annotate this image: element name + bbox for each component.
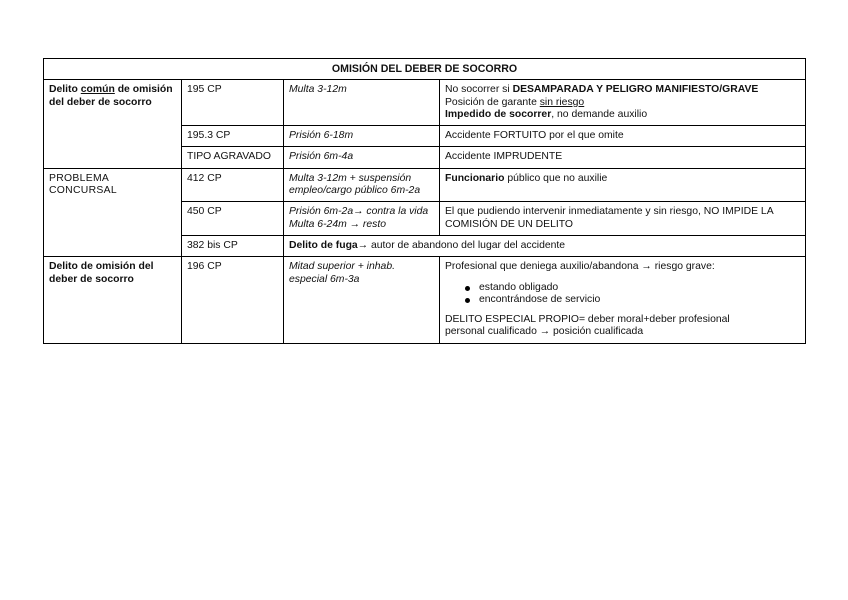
table-title: OMISIÓN DEL DEBER DE SOCORRO <box>44 59 806 80</box>
penalty-cell: Prisión 6-18m <box>284 126 440 147</box>
offense-text-rest: de omisión del deber de socorro <box>49 84 173 108</box>
article-cell: 450 CP <box>182 202 284 236</box>
description-line: No socorrer si DESAMPARADA Y PELIGRO MANIFIESTO/GRAVE <box>445 84 759 96</box>
penalty-cell: Prisión 6m-4a <box>284 147 440 168</box>
bullet-list <box>445 282 800 307</box>
summary-table <box>43 58 806 344</box>
emphasis-text: Delito de fuga <box>289 239 358 251</box>
table-row <box>44 168 806 202</box>
description-cell: Delito de fuga→ autor de abandono del lugar del accidente <box>284 235 806 256</box>
penalty-line: Prisión 6m-2a→ contra la vida <box>289 206 429 218</box>
description-line: Posición de garante sin riesgo <box>445 96 585 108</box>
emphasis-text: Impedido de socorrer <box>445 108 552 120</box>
description-line: Profesional que deniega auxilio/abandona → riesgo grave: <box>445 261 715 273</box>
table-row <box>44 257 806 343</box>
offense-cell: PROBLEMA CONCURSAL <box>44 168 182 256</box>
description-line: personal cualificado → posición cualificada <box>445 326 644 338</box>
penalty-cell: Multa 3-12m + suspensión empleo/cargo público 6m-2a <box>284 168 440 202</box>
penalty-cell: Multa 3-12m <box>284 80 440 126</box>
offense-cell: Delito de omisión del deber de socorro <box>44 257 182 343</box>
underlined-text: sin riesgo <box>539 96 585 108</box>
article-cell: 195.3 CP <box>182 126 284 147</box>
description-cell <box>440 80 806 126</box>
description-cell <box>440 257 806 343</box>
emphasis-text: DESAMPARADA Y PELIGRO MANIFIESTO/GRAVE <box>512 84 759 96</box>
description-line: Impedido de socorrer, no demande auxilio <box>445 108 648 120</box>
penalty-line: Multa 6-24m → resto <box>289 218 387 230</box>
article-cell: 382 bis CP <box>182 235 284 256</box>
offense-cell <box>44 80 182 168</box>
description-cell: El que pudiendo intervenir inmediatamente y sin riesgo, NO IMPIDE LA COMISIÓN DE UN DELITO <box>440 202 806 236</box>
article-cell: 195 CP <box>182 80 284 126</box>
description-line: DELITO ESPECIAL PROPIO= deber moral+deber profesional <box>445 314 730 326</box>
article-cell: TIPO AGRAVADO <box>182 147 284 168</box>
description-cell: Accidente FORTUITO por el que omite <box>440 126 806 147</box>
penalty-cell <box>284 202 440 236</box>
emphasis-text: Funcionario <box>445 172 505 184</box>
table-row <box>44 80 806 126</box>
description-cell: Funcionario público que no auxilie <box>440 168 806 202</box>
list-item: estando obligado <box>445 282 800 294</box>
article-cell: 196 CP <box>182 257 284 343</box>
description-cell: Accidente IMPRUDENTE <box>440 147 806 168</box>
offense-underline: común <box>80 84 115 96</box>
table-title-row <box>44 59 806 80</box>
list-item: encontrándose de servicio <box>445 294 800 306</box>
offense-text: Delito <box>49 84 81 96</box>
article-cell: 412 CP <box>182 168 284 202</box>
penalty-cell: Mitad superior + inhab. especial 6m-3a <box>284 257 440 343</box>
